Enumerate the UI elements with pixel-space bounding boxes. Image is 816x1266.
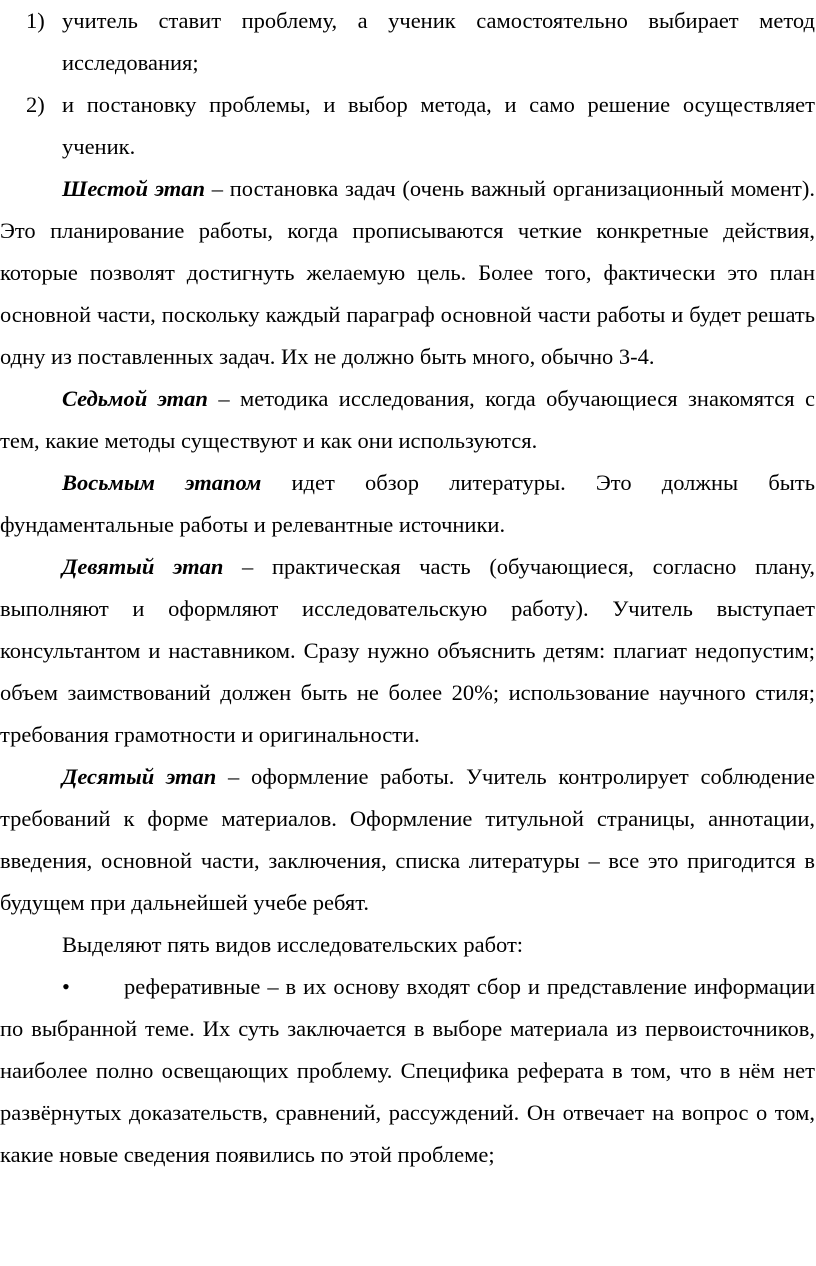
stage-title: Десятый этап — [62, 764, 217, 789]
stage-title: Восьмым этапом — [62, 470, 262, 495]
stage-text: – практическая часть (обучающиеся, согласно плану, выполняют и оформляют исследовательскую работу). Учитель выступает консультантом и наставником. Сразу нужно объяснить детям: плагиат недопустим; объем заимствований должен быть не более 20%; использование научного стиля; требования грамотности и оригинальности. — [0, 554, 816, 747]
stage-paragraph-7 — [0, 378, 815, 462]
stage-title: Седьмой этап — [62, 386, 208, 411]
types-intro: Выделяют пять видов исследовательских работ: — [62, 932, 524, 957]
stage-text: идет обзор литературы. Это должны быть фундаментальные работы и релевантные источники. — [0, 470, 815, 537]
stage-text: – постановка задач (очень важный организационный момент). Это планирование работы, когда прописываются четкие конкретные действия, которые позволят достигнуть желаемую цель. Более того, фактически это план основной части, поскольку каждый параграф основной части работы и будет решать одну из поставленных задач. Их не должно быть много, обычно 3-4. — [0, 176, 815, 369]
stage-paragraph-6 — [0, 168, 815, 378]
stage-paragraph-10 — [0, 756, 815, 924]
list-number: 2) — [26, 92, 45, 117]
stage-title: Шестой этап — [62, 176, 206, 201]
list-number: 1) — [26, 8, 45, 33]
numbered-list-item — [0, 0, 815, 84]
list-item-text: учитель ставит проблему, а ученик самостоятельно выбирает метод исследования; — [62, 8, 815, 75]
bullet-text: реферативные – в их основу входят сбор и представление информации по выбранной теме. Их суть заключается в выборе материала из первоисточников, наиболее полно освещающих проблему. Специфика реферата в том, что в нём нет развёрнутых доказательств, сравнений, рассуждений. Он отвечает на вопрос о том, какие новые сведения появились по этой проблеме; — [0, 974, 815, 1167]
stage-paragraph-8 — [0, 462, 815, 546]
stage-text: – методика исследования, когда обучающиеся знакомятся с тем, какие методы существуют и как они используются. — [0, 386, 815, 453]
stage-paragraph-9 — [0, 546, 815, 756]
list-item-text: и постановку проблемы, и выбор метода, и само решение осуществляет ученик. — [62, 92, 815, 159]
stage-title: Девятый этап — [62, 554, 224, 579]
stage-text: – оформление работы. Учитель контролирует соблюдение требований к форме материалов. Оформление титульной страницы, аннотации, введения, основной части, заключения, списка литературы – все это пригодится в будущем при дальнейшей учебе ребят. — [0, 764, 815, 915]
bullet-icon: • — [62, 974, 70, 999]
numbered-list-item — [0, 84, 815, 168]
bullet-list-item — [0, 966, 815, 1176]
